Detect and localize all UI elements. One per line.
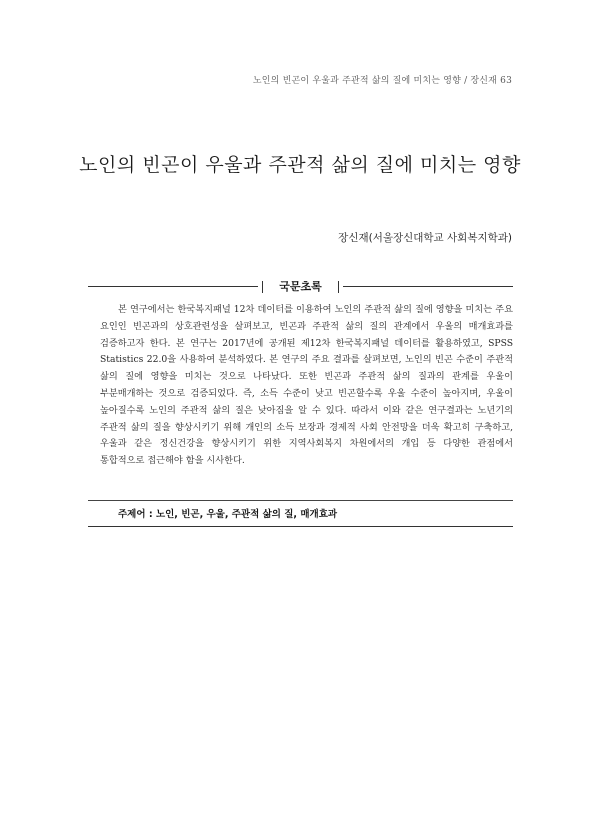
paper-title: 노인의 빈곤이 우울과 주관적 삶의 질에 미치는 영향 [79, 154, 521, 176]
keywords-rule-bottom [88, 526, 513, 527]
heading-rule-left [88, 286, 258, 287]
keywords: 주제어 : 노인, 빈곤, 우울, 주관적 삶의 질, 매개효과 [118, 509, 338, 520]
abstract-body: 본 연구에서는 한국복지패널 12차 데이터를 이용하여 노인의 주관적 삶의 질에 영향을 미치는 주요 요인인 빈곤과의 상호관련성을 살펴보고, 빈곤과 주관적 삶의 질의 관계에서 우울의 매개효과를 검증하고자 한다. 본 연구는 2017년에 공개된 제12차 한국복지패널 데이터를 활용하였고, SPSS Statistics 22.0을 사용하여 분석하였다. 본 연구의 주요 결과를 살펴보면, 노인의 빈곤 수준이 주관적 삶의 질에 영향을 미치는 것으로 나타났다. 또한 빈곤과 주관적 삶의 질과의 관계를 우울이 부분매개하는 것으로 검증되었다. 즉, 소득 수준이 낮고 빈곤할수록 우울 수준이 높아지며, 우울이 높아질수록 노인의 주관적 삶의 질은 낮아짐을 알 수 있다. 따라서 이와 같은 연구결과는 노년기의 주관적 삶의 질을 향상시키기 위해 개인의 소득 보장과 경제적 사회 안전망을 더욱 확고히 구축하고, 우울과 같은 정신건강을 향상시키기 위한 지역사회복지 차원에서의 개입 등 다양한 관점에서 통합적으로 접근해야 함을 시사한다. [100, 304, 513, 467]
abstract-heading-bar [88, 277, 513, 297]
heading-rule-right [343, 286, 513, 287]
running-header: 노인의 빈곤이 우울과 주관적 삶의 질에 미치는 영향 / 장신재 63 [252, 76, 512, 86]
author-affiliation: 장신재(서울장신대학교 사회복지학과) [338, 232, 512, 244]
keywords-rule-top [88, 500, 513, 501]
abstract-heading: 국문초록 [258, 277, 343, 297]
